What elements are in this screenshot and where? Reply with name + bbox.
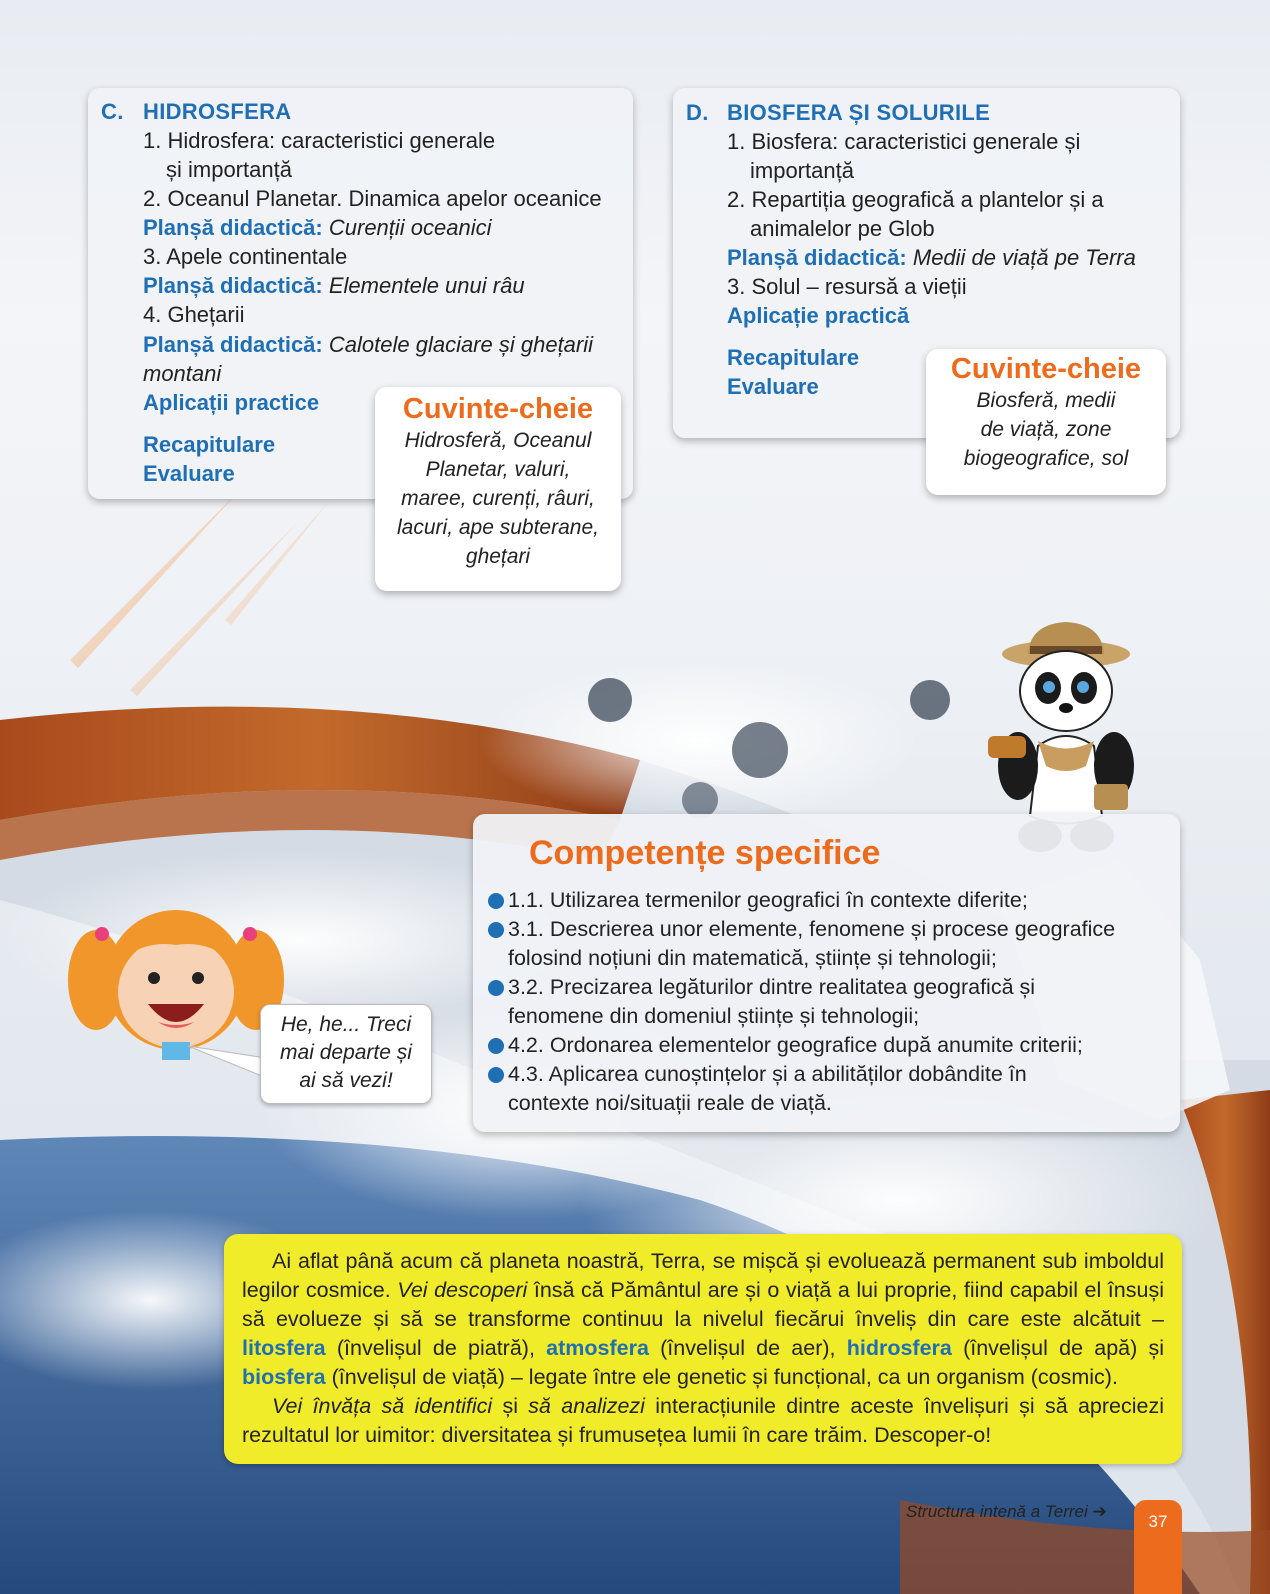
- competenta-item: 4.2. Ordonarea elementelor geografice după anumite criterii;: [508, 1033, 1083, 1057]
- plansa-label: Planșă didactică:: [727, 245, 907, 270]
- plansa-label: Planșă didactică:: [143, 332, 323, 357]
- speech-bubble-line: ai să vezi!: [299, 1069, 393, 1092]
- arrow-right-icon: ➔: [1092, 1502, 1107, 1521]
- section-d-item3: 3. Solul – resursă a vieții: [727, 274, 967, 299]
- bullet-icon: [488, 980, 504, 996]
- intro-paragraph-2: [242, 1392, 1164, 1450]
- competenta-item: 3.1. Descrierea unor elemente, fenomene și procese geografice: [508, 917, 1116, 941]
- speech-bubble: [260, 1004, 432, 1104]
- section-d-title: BIOSFERA ȘI SOLURILE: [727, 100, 991, 125]
- section-c-title: HIDROSFERA: [143, 99, 292, 124]
- term-hidrosfera: hidrosfera: [846, 1336, 952, 1360]
- competenta-item: 1.1. Utilizarea termenilor geografici în contexte diferite;: [508, 888, 1028, 912]
- bullet-icon: [488, 922, 504, 938]
- section-d-item1: 1. Biosfera: caracteristici generale și: [727, 129, 1081, 154]
- next-lesson-text: Structura intenă a Terrei: [906, 1502, 1088, 1521]
- keywords-d-line: de viață, zone: [980, 418, 1112, 441]
- speech-bubble-tail: [188, 1040, 268, 1080]
- keywords-d-line: biogeografice, sol: [963, 447, 1129, 470]
- keywords-c-line: maree, curenți, râuri,: [401, 487, 595, 510]
- term-biosfera: biosfera: [242, 1365, 326, 1389]
- competenta-item-cont: fenomene din domeniul științe și tehnologii;: [508, 1004, 920, 1028]
- plansa-text: Medii de viață pe Terra: [912, 245, 1136, 270]
- term-litosfera: litosfera: [242, 1336, 326, 1360]
- section-d-recap: Recapitulare: [727, 345, 860, 370]
- intro-text: interacțiunile dintre aceste învelișuri și să apreciezi rezultatul lor uimitor: diversitatea și frumusețea lumii în care trăim. Descoper-o!: [242, 1394, 1164, 1447]
- section-c-item1: 1. Hidrosfera: caracteristici generale: [143, 128, 496, 153]
- keywords-c-line: ghețari: [465, 545, 531, 568]
- intro-text: (învelișul de viață) – legate între ele genetic și funcțional, ca un organism (cosmic).: [325, 1365, 1118, 1389]
- competenta-item: 3.2. Precizarea legăturilor dintre realitatea geografică și: [508, 975, 1036, 999]
- section-c-plansa3: [143, 330, 593, 359]
- keywords-d-line: Biosferă, medii: [976, 389, 1116, 412]
- next-lesson-link[interactable]: [906, 1502, 1107, 1522]
- intro-emphasis: Vei învăța să identifici: [272, 1394, 493, 1418]
- section-c-item4: 4. Ghețarii: [143, 302, 245, 327]
- intro-text: însă că Pământul are și o viață a lui proprie, fiind capabil el însuși să evolueze și să se transforme continuu la nivelul fiecărui înveliș din care este alcătuit –: [242, 1278, 1164, 1331]
- bullet-icon: [488, 1038, 504, 1054]
- page-number: 37: [1148, 1512, 1168, 1531]
- section-c-letter: C.: [101, 99, 124, 124]
- section-d-evaluare: Evaluare: [727, 374, 819, 399]
- section-c-item1-cont: și importanță: [166, 157, 292, 182]
- keywords-c-card: [375, 387, 621, 591]
- speech-bubble-line: He, he... Treci: [280, 1013, 412, 1036]
- competenta-item: 4.3. Aplicarea cunoștințelor și a abilităților dobândite în: [508, 1062, 1027, 1086]
- competenta-item-cont: folosind noțiuni din matematică, științe și tehnologii;: [508, 946, 997, 970]
- section-d-item2: 2. Repartiția geografică a plantelor și a: [727, 187, 1104, 212]
- plansa-text: Elementele unui râu: [328, 273, 525, 298]
- keywords-c-line: Hidrosferă, Oceanul: [404, 429, 592, 452]
- bullet-icon: [488, 893, 504, 909]
- section-c-item3: 3. Apele continentale: [143, 244, 348, 269]
- keywords-c-line: Planetar, valuri,: [425, 458, 571, 481]
- section-d-letter: D.: [686, 100, 709, 125]
- term-atmosfera: atmosfera: [546, 1336, 649, 1360]
- section-c-plansa2: [143, 271, 525, 300]
- section-d-plansa1: [727, 243, 1136, 272]
- bullet-icon: [488, 1067, 504, 1083]
- section-d-item2-cont: animalelor pe Glob: [750, 216, 935, 241]
- keywords-c-line: lacuri, ape subterane,: [397, 516, 599, 539]
- section-c-item2: 2. Oceanul Planetar. Dinamica apelor oceanice: [143, 186, 602, 211]
- keywords-d-card: [926, 349, 1166, 495]
- section-c-recap: Recapitulare: [143, 432, 276, 457]
- section-c-plansa1: [143, 213, 492, 242]
- intro-emphasis: Vei descoperi: [397, 1278, 528, 1302]
- plansa-text: Curenții oceanici: [328, 215, 492, 240]
- intro-text: (învelișul de aer),: [648, 1336, 847, 1360]
- competenta-item-cont: contexte noi/situații reale de viață.: [508, 1091, 832, 1115]
- speech-bubble-line: mai departe și: [280, 1041, 412, 1064]
- keywords-d-title: Cuvinte-cheie: [950, 353, 1142, 385]
- plansa-text: Calotele glaciare și ghețarii: [328, 332, 594, 357]
- section-d-aplicatie: Aplicație practică: [727, 303, 910, 328]
- intro-text: (învelișul de apă) și: [951, 1336, 1165, 1360]
- intro-text: și: [492, 1394, 529, 1418]
- intro-paragraph-1: [242, 1247, 1164, 1392]
- section-d-item1-cont: importanță: [750, 158, 854, 183]
- section-c-evaluare: Evaluare: [143, 461, 235, 486]
- section-c-aplicatii: Aplicații practice: [143, 390, 320, 415]
- intro-text: (învelișul de piatră),: [325, 1336, 547, 1360]
- plansa-label: Planșă didactică:: [143, 215, 323, 240]
- intro-emphasis: să analizezi: [528, 1394, 645, 1418]
- section-c-plansa3-cont: montani: [143, 361, 222, 386]
- keywords-c-title: Cuvinte-cheie: [402, 393, 594, 425]
- competente-title: Competențe specifice: [529, 834, 881, 872]
- plansa-label: Planșă didactică:: [143, 273, 323, 298]
- intro-text: Ai aflat până acum că planeta noastră, Terra, se mișcă și evoluează permanent sub imboldul legilor cosmice.: [242, 1249, 1164, 1302]
